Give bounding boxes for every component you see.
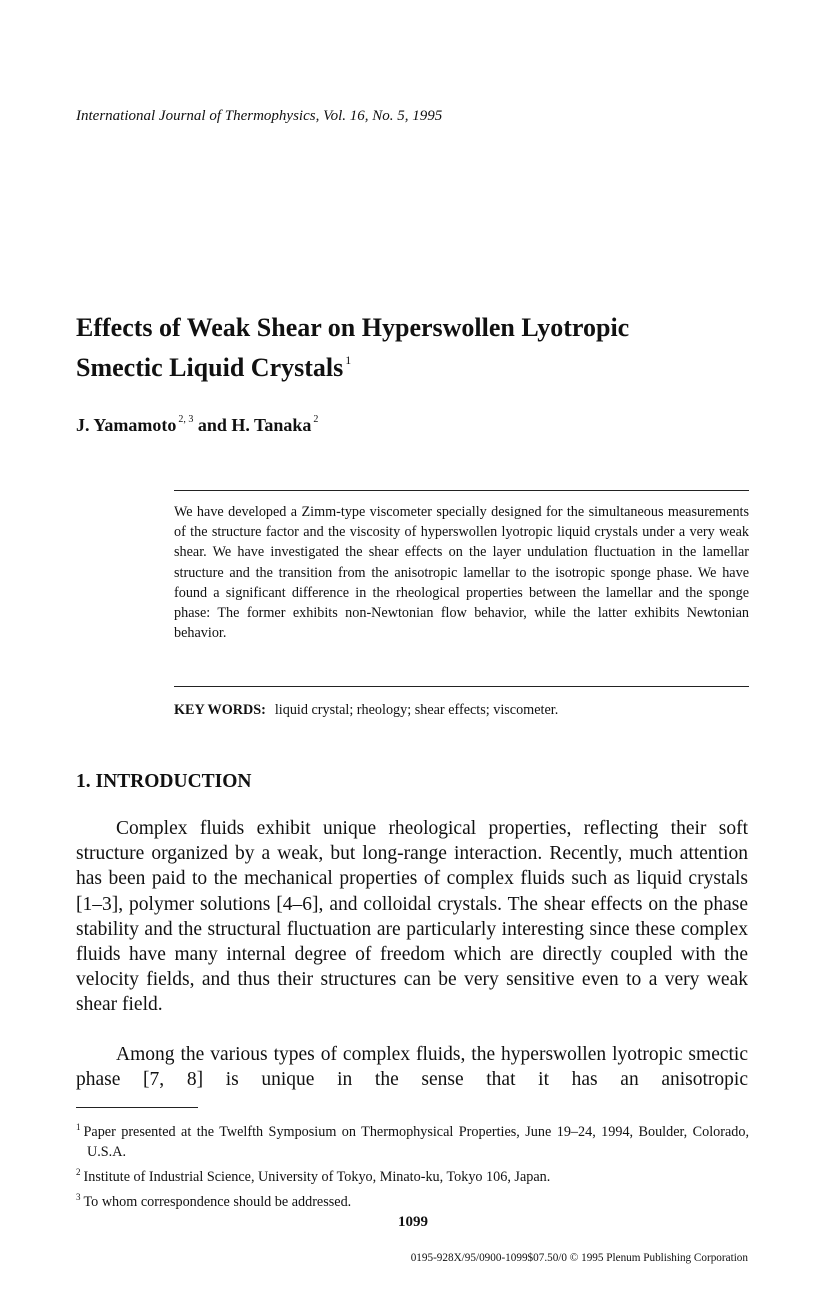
body-paragraph-2 [76, 1042, 748, 1092]
author-tanaka-marks: 2 [313, 414, 319, 425]
body-paragraph-2-text: Among the various types of complex fluids, the hyperswollen lyotropic smectic phase [7, 8] is unique in the sense that it has an anisotropic [76, 1044, 748, 1091]
footnotes [76, 1117, 749, 1212]
title-line-1: Effects of Weak Shear on Hyperswollen Lyotropic [76, 313, 630, 342]
footnote-2-text: Institute of Industrial Science, University of Tokyo, Minato-ku, Tokyo 106, Japan. [83, 1169, 551, 1185]
footnote-3-text: To whom correspondence should be addressed. [83, 1194, 352, 1210]
abstract: We have developed a Zimm-type viscometer specially designed for the simultaneous measurements of the structure factor and the viscosity of hyperswollen lyotropic liquid crystals under a very weak shear. We have investigated the shear effects on the layer undulation fluctuation in the lamellar structure and the transition from the anisotropic lamellar to the isotropic sponge phase. We have found a significant difference in the rheological properties between the lamellar and the sponge phase: The former exhibits non-Newtonian flow behavior, while the latter exhibits Newtonian behavior. [174, 504, 749, 642]
author-list [76, 414, 318, 436]
author-yamamoto: J. Yamamoto [76, 415, 177, 435]
title-line-2 [76, 344, 766, 384]
copyright-imprint: 0195-928X/95/0900-1099$07.50/0 © 1995 Plenum Publishing Corporation [410, 1252, 748, 1264]
journal-citation: International Journal of Thermophysics, Vol. 16, No. 5, 1995 [76, 108, 443, 124]
body-paragraph-1-text: Complex fluids exhibit unique rheological properties, reflecting their soft structure organized by a weak, but long-range interaction. Recently, much attention has been paid to the mechanical properties of complex fluids such as liquid crystals [1–3], polymer solutions [4–6], and colloidal crystals. The shear effects on the phase stability and the structural fluctuation are particularly interesting since these complex fluids have many internal degree of freedom which are directly coupled with the velocity fields, and thus their structures can be very sensitive even to a very weak shear field. [76, 818, 748, 1016]
footnote-rule [76, 1107, 198, 1108]
author-yamamoto-marks: 2, 3 [178, 414, 194, 425]
title-line-2-text: Smectic Liquid Crystals [76, 353, 344, 382]
author-tanaka: H. Tanaka [231, 415, 312, 435]
article-title [76, 312, 766, 384]
abstract-bottom-rule [174, 686, 749, 687]
footnote-1-mark: 1 [76, 1122, 81, 1132]
body-paragraph-1 [76, 816, 748, 1018]
author-connector: and [197, 415, 227, 435]
footnote-3 [76, 1187, 749, 1212]
keywords-label: KEY WORDS: [174, 702, 266, 718]
footnote-3-mark: 3 [76, 1192, 81, 1202]
footnote-2-mark: 2 [76, 1167, 81, 1177]
page-number: 1099 [398, 1214, 428, 1230]
abstract-top-rule [174, 490, 749, 491]
footnote-2 [76, 1162, 749, 1187]
section-heading: 1. INTRODUCTION [76, 771, 252, 792]
keywords [174, 702, 558, 719]
footnote-1-text: Paper presented at the Twelfth Symposium on Thermophysical Properties, June 19–24, 1994, Boulder, Colorado, U.S.A. [83, 1124, 749, 1160]
title-footnote-mark: 1 [345, 353, 352, 367]
footnote-1 [76, 1117, 749, 1162]
keywords-text: liquid crystal; rheology; shear effects; viscometer. [274, 702, 559, 718]
